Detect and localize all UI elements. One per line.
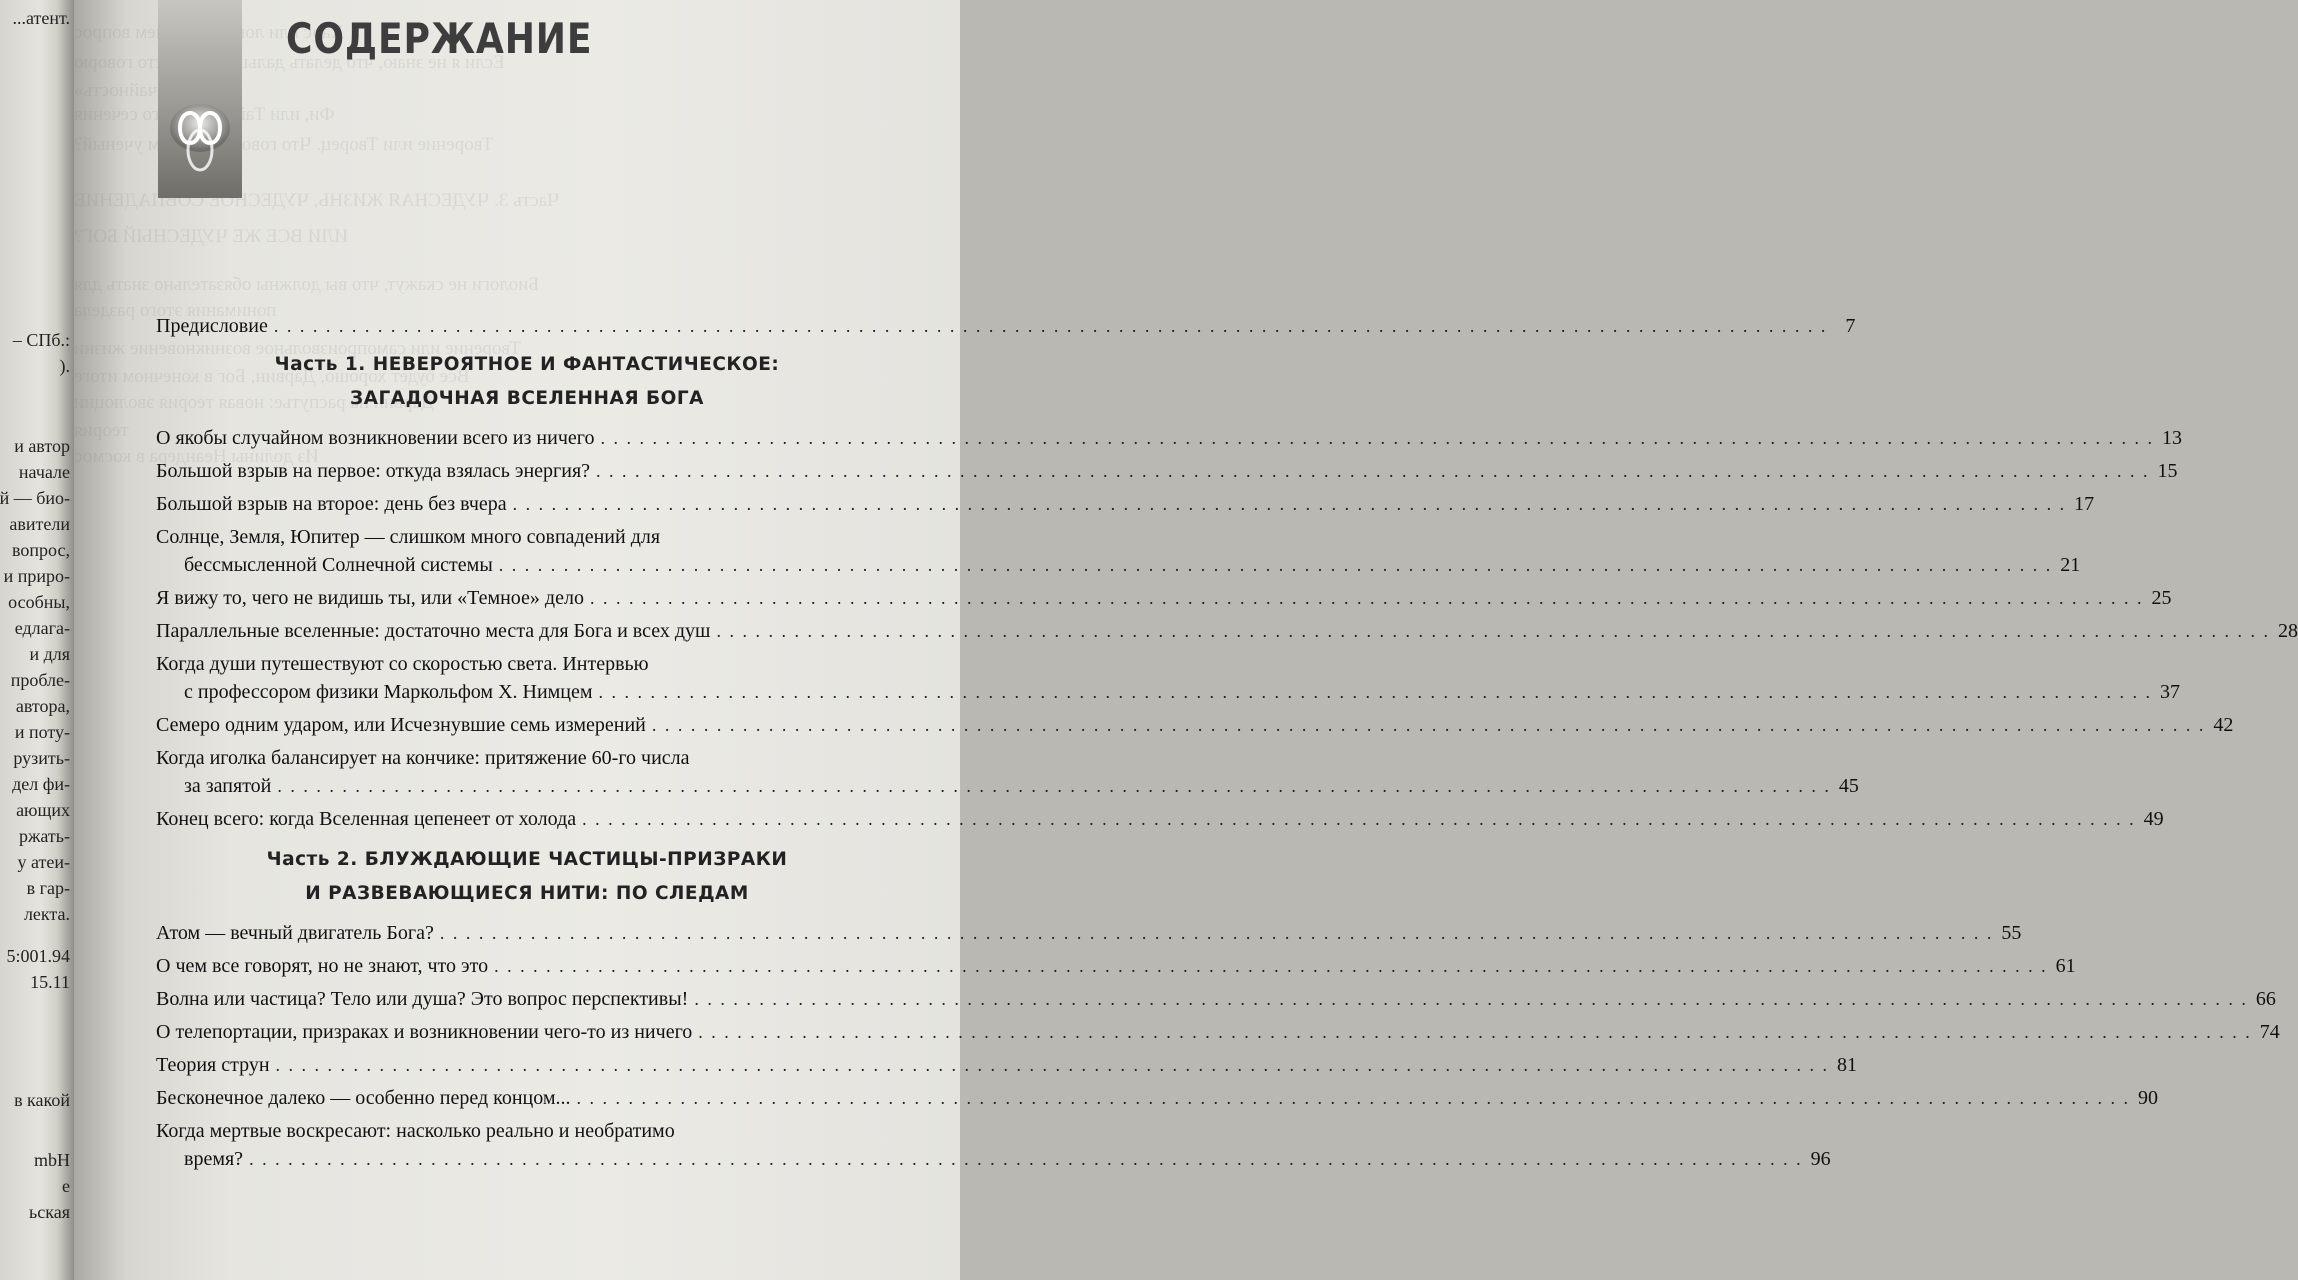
toc-entry[interactable] bbox=[156, 492, 2095, 516]
toc-entry[interactable] bbox=[156, 619, 2298, 643]
dot-leader: . . . . . . . . . . . . . . . . . . . . . . . . . . . . . . . . . . . . . . . . . . . . . . . . . . . . . . . . . . . . . . . . . . . . . . . . . . . . . . . . . . . . . . . . . . . . . . . . . . . . . . . . . . . . . . . . . . . . . . . . bbox=[651, 715, 2206, 735]
dot-leader: . . . . . . . . . . . . . . . . . . . . . . . . . . . . . . . . . . . . . . . . . . . . . . . . . . . . . . . . . . . . . . . . . . . . . . . . . . . . . . . . . . . . . . . . . . . . . . . . . . . . . . . . . . . . . . . . . . . . . . . . bbox=[589, 588, 2144, 608]
part-heading-line: Часть 2. БЛУЖДАЮЩИЕ ЧАСТИЦЫ-ПРИЗРАКИ bbox=[266, 849, 788, 870]
part-heading bbox=[156, 845, 898, 909]
dot-leader: . . . . . . . . . . . . . . . . . . . . . . . . . . . . . . . . . . . . . . . . . . . . . . . . . . . . . . . . . . . . . . . . . . . . . . . . . . . . . . . . . . . . . . . . . . . . . . . . . . . . . . . . . . . . . . . . . . . . . . . . bbox=[694, 989, 2248, 1009]
toc-page-number: 42 bbox=[2213, 714, 2234, 736]
toc-page-number: 49 bbox=[2143, 808, 2164, 830]
edge-text-fragment: и для bbox=[29, 644, 70, 664]
edge-text-fragment: лекта. bbox=[23, 904, 70, 924]
edge-text-fragment: ржать- bbox=[18, 826, 70, 846]
edge-text-fragment: пробле- bbox=[10, 670, 70, 690]
toc-page-number: 25 bbox=[2151, 587, 2172, 609]
toc-page-number: 61 bbox=[2055, 955, 2076, 977]
toc-page-number: 17 bbox=[2074, 493, 2095, 515]
dot-leader: . . . . . . . . . . . . . . . . . . . . . . . . . . . . . . . . . . . . . . . . . . . . . . . . . . . . . . . . . . . . . . . . . . . . . . . . . . . . . . . . . . . . . . . . . . . . . . . . . . . . . . . . . . . . . . . . . . . . . . . . bbox=[716, 621, 2270, 641]
toc-entry-title: Я вижу то, чего не видишь ты, или «Темное» дело bbox=[156, 587, 584, 609]
toc-entry-title-continuation: время? bbox=[184, 1148, 244, 1170]
contents-page bbox=[74, 0, 2298, 1280]
toc-entry[interactable] bbox=[156, 1020, 2280, 1044]
toc-page-number: 55 bbox=[2001, 922, 2022, 944]
toc-entry-title-continuation: бессмысленной Солнечной системы bbox=[184, 554, 493, 576]
toc-entry-title: Когда души путешествуют со скоростью света. Интервью bbox=[156, 653, 649, 675]
part-heading-line: И РАЗВЕВАЮЩИЕСЯ НИТИ: ПО СЛЕДАМ bbox=[305, 883, 749, 904]
edge-text-fragment: и поту- bbox=[14, 722, 70, 742]
edge-text-fragment: и приро- bbox=[3, 566, 70, 586]
edge-text-fragment: и автор bbox=[14, 436, 70, 456]
part-heading bbox=[156, 350, 898, 414]
toc-entry-title: О телепортации, призраках и возникновении чего-то из ничего bbox=[156, 1021, 693, 1043]
toc-entry[interactable] bbox=[156, 1053, 1858, 1077]
edge-text-fragment: автора, bbox=[15, 696, 70, 716]
toc-entry[interactable] bbox=[156, 586, 2172, 610]
toc-page-number: 96 bbox=[1810, 1148, 1831, 1170]
toc-entry-title: Когда мертвые воскресают: насколько реально и необратимо bbox=[156, 1120, 675, 1142]
edge-text-fragment: в гар- bbox=[26, 878, 70, 898]
toc-page-number: 21 bbox=[2060, 554, 2081, 576]
dot-leader: . . . . . . . . . . . . . . . . . . . . . . . . . . . . . . . . . . . . . . . . . . . . . . . . . . . . . . . . . . . . . . . . . . . . . . . . . . . . . . . . . . . . . . . . . . . . . . . . . . . . . . . . . . . . . . . . . . . . . . . . bbox=[275, 1055, 1830, 1075]
toc-entry-title: Семеро одним ударом, или Исчезнувшие семь измерений bbox=[156, 714, 646, 736]
toc-entry-title: Атом — вечный двигатель Бога? bbox=[156, 922, 434, 944]
toc-entry[interactable] bbox=[156, 921, 2022, 945]
toc-page-number: 90 bbox=[2138, 1087, 2159, 1109]
dot-leader: . . . . . . . . . . . . . . . . . . . . . . . . . . . . . . . . . . . . . . . . . . . . . . . . . . . . . . . . . . . . . . . . . . . . . . . . . . . . . . . . . . . . . . . . . . . . . . . . . . . . . . . . . . . . . . . . . . . . . . . . bbox=[576, 1088, 2131, 1108]
toc-page-number: 13 bbox=[2161, 427, 2182, 449]
part-heading-line: Часть 1. НЕВЕРОЯТНОЕ И ФАНТАСТИЧЕСКОЕ: bbox=[274, 354, 780, 375]
dot-leader: . . . . . . . . . . . . . . . . . . . . . . . . . . . . . . . . . . . . . . . . . . . . . . . . . . . . . . . . . . . . . . . . . . . . . . . . . . . . . . . . . . . . . . . . . . . . . . . . . . . . . . . . . . . . . . . . . . . . . . . . bbox=[249, 1149, 1803, 1169]
toc-entry-title: О якобы случайном возникновении всего из ничего bbox=[156, 427, 595, 449]
toc-entry[interactable] bbox=[156, 525, 2081, 577]
toc-entry-title-continuation: с профессором физики Маркольфом Х. Нимцем bbox=[184, 681, 593, 703]
edge-text-fragment: едлага- bbox=[14, 618, 70, 638]
toc-entry-title: Волна или частица? Тело или душа? Это вопрос перспективы! bbox=[156, 988, 689, 1010]
dot-leader: . . . . . . . . . . . . . . . . . . . . . . . . . . . . . . . . . . . . . . . . . . . . . . . . . . . . . . . . . . . . . . . . . . . . . . . . . . . . . . . . . . . . . . . . . . . . . . . . . . . . . . . . . . . . . . . . . . . . . . . . bbox=[598, 682, 2153, 702]
edge-text-fragment: авители bbox=[9, 514, 70, 534]
toc-entry[interactable] bbox=[156, 1119, 1831, 1171]
dot-leader: . . . . . . . . . . . . . . . . . . . . . . . . . . . . . . . . . . . . . . . . . . . . . . . . . . . . . . . . . . . . . . . . . . . . . . . . . . . . . . . . . . . . . . . . . . . . . . . . . . . . . . . . . . . . . . . . . . . . . . . . bbox=[273, 316, 1828, 336]
dot-leader: . . . . . . . . . . . . . . . . . . . . . . . . . . . . . . . . . . . . . . . . . . . . . . . . . . . . . . . . . . . . . . . . . . . . . . . . . . . . . . . . . . . . . . . . . . . . . . . . . . . . . . . . . . . . . . . . . . . . . . . . bbox=[277, 776, 1831, 796]
toc-entry-title: Когда иголка балансирует на кончике: притяжение 60-го числа bbox=[156, 747, 690, 769]
edge-text-fragment: 5:001.94 bbox=[6, 946, 70, 966]
toc-page-number: 28 bbox=[2277, 620, 2298, 642]
page-title: СОДЕРЖАНИЕ bbox=[286, 14, 593, 63]
toc-entry[interactable] bbox=[156, 987, 2276, 1011]
dot-leader: . . . . . . . . . . . . . . . . . . . . . . . . . . . . . . . . . . . . . . . . . . . . . . . . . . . . . . . . . . . . . . . . . . . . . . . . . . . . . . . . . . . . . . . . . . . . . . . . . . . . . . . . . . . . . . . . . . . . . . . . bbox=[600, 428, 2154, 448]
toc-entry[interactable] bbox=[156, 459, 2178, 483]
infinity-orb-icon bbox=[158, 88, 242, 198]
edge-text-fragment: рузить- bbox=[13, 748, 70, 768]
toc-entry-title: Большой взрыв на второе: день без вчера bbox=[156, 493, 507, 515]
edge-text-fragment: й — био- bbox=[0, 488, 70, 508]
toc-page-number: 81 bbox=[1837, 1054, 1858, 1076]
edge-text-fragment: – СПб.: bbox=[12, 330, 70, 350]
edge-text-fragment: ьская bbox=[29, 1202, 70, 1222]
edge-text-fragment: ающих bbox=[16, 800, 70, 820]
toc-entry-title: Предисловие bbox=[156, 315, 268, 337]
toc-entry[interactable] bbox=[156, 807, 2164, 831]
edge-text-fragment: ). bbox=[59, 356, 70, 376]
edge-text-fragment: особны, bbox=[8, 592, 70, 612]
edge-text-fragment: у атеи- bbox=[17, 852, 70, 872]
toc-page-number: 45 bbox=[1838, 775, 1859, 797]
adjacent-page-edge bbox=[0, 0, 74, 1280]
dot-leader: . . . . . . . . . . . . . . . . . . . . . . . . . . . . . . . . . . . . . . . . . . . . . . . . . . . . . . . . . . . . . . . . . . . . . . . . . . . . . . . . . . . . . . . . . . . . . . . . . . . . . . . . . . . . . . . . . . . . . . . . bbox=[494, 956, 2048, 976]
toc-entry-title: Солнце, Земля, Юпитер — слишком много совпадений для bbox=[156, 526, 661, 548]
edge-text-fragment: дел фи- bbox=[12, 774, 70, 794]
table-of-contents bbox=[156, 314, 2298, 1180]
toc-page-number: 15 bbox=[2157, 460, 2178, 482]
edge-text-fragment: ...атент. bbox=[12, 8, 70, 28]
toc-entry-title: О чем все говорят, но не знают, что это bbox=[156, 955, 489, 977]
toc-entry-title-continuation: за запятой bbox=[184, 775, 272, 797]
toc-entry[interactable] bbox=[156, 314, 1856, 338]
dot-leader: . . . . . . . . . . . . . . . . . . . . . . . . . . . . . . . . . . . . . . . . . . . . . . . . . . . . . . . . . . . . . . . . . . . . . . . . . . . . . . . . . . . . . . . . . . . . . . . . . . . . . . . . . . . . . . . . . . . . . . . . bbox=[582, 809, 2136, 829]
toc-entry-title: Бесконечное далеко — особенно перед концом... bbox=[156, 1087, 571, 1109]
edge-text-fragment: 15.11 bbox=[30, 972, 70, 992]
toc-page-number: 74 bbox=[2259, 1021, 2280, 1043]
part-heading-line: ЗАГАДОЧНАЯ ВСЕЛЕННАЯ БОГА bbox=[350, 388, 704, 409]
toc-entry[interactable] bbox=[156, 713, 2234, 737]
toc-entry-title: Теория струн bbox=[156, 1054, 270, 1076]
toc-entry[interactable] bbox=[156, 746, 1859, 798]
toc-entry[interactable] bbox=[156, 1086, 2159, 1110]
toc-page-number: 7 bbox=[1845, 315, 1856, 337]
edge-text-fragment: е bbox=[62, 1176, 70, 1196]
edge-text-fragment: в какой bbox=[14, 1090, 70, 1110]
toc-entry[interactable] bbox=[156, 954, 2076, 978]
edge-text-fragment: mbH bbox=[34, 1150, 70, 1170]
edge-text-fragment: вопрос, bbox=[12, 540, 70, 560]
dot-leader: . . . . . . . . . . . . . . . . . . . . . . . . . . . . . . . . . . . . . . . . . . . . . . . . . . . . . . . . . . . . . . . . . . . . . . . . . . . . . . . . . . . . . . . . . . . . . . . . . . . . . . . . . . . . . . . . . . . . . . . . bbox=[439, 923, 1994, 943]
toc-page-number: 37 bbox=[2160, 681, 2181, 703]
toc-entry-title: Конец всего: когда Вселенная цепенеет от холода bbox=[156, 808, 577, 830]
dot-leader: . . . . . . . . . . . . . . . . . . . . . . . . . . . . . . . . . . . . . . . . . . . . . . . . . . . . . . . . . . . . . . . . . . . . . . . . . . . . . . . . . . . . . . . . . . . . . . . . . . . . . . . . . . . . . . . . . . . . . . . . bbox=[596, 461, 2150, 481]
series-logo bbox=[158, 0, 242, 198]
toc-entry-title: Большой взрыв на первое: откуда взялась энергия? bbox=[156, 460, 591, 482]
edge-text-fragment: начале bbox=[18, 462, 70, 482]
dot-leader: . . . . . . . . . . . . . . . . . . . . . . . . . . . . . . . . . . . . . . . . . . . . . . . . . . . . . . . . . . . . . . . . . . . . . . . . . . . . . . . . . . . . . . . . . . . . . . . . . . . . . . . . . . . . . . . . . . . . . . . . bbox=[498, 555, 2053, 575]
dot-leader: . . . . . . . . . . . . . . . . . . . . . . . . . . . . . . . . . . . . . . . . . . . . . . . . . . . . . . . . . . . . . . . . . . . . . . . . . . . . . . . . . . . . . . . . . . . . . . . . . . . . . . . . . . . . . . . . . . . . . . . . bbox=[698, 1022, 2252, 1042]
bleed-through-text: Хаос или чем вопрос Если я не знаю, что делать дальше, то просто говорю «случайность» Фи, или сечения Творение или Творец. Что говорит об этом ученый? Часть 3. ЧУДЕСНАЯ ЖИЗНЬ, ЧУДЕСНОЕ СОВПАДЕНИЕ ИЛИ ВСЕ ЖЕ ЧУДЕСНЫЙ БОГ? Биологи не скажут, что вы должны обязательно знать для понимания этого раздела Творение или самопроизвольное возникновение жизни Все будет хорошо, Дарвин, Бог в конечном итоге Дарвин на распутье: новая теория эволюции теория Из долины Неандера в космос bbox=[74, 22, 560, 467]
toc-entry[interactable] bbox=[156, 426, 2182, 450]
toc-entry[interactable] bbox=[156, 652, 2181, 704]
toc-entry-title: Параллельные вселенные: достаточно места для Бога и всех душ bbox=[156, 620, 711, 642]
dot-leader: . . . . . . . . . . . . . . . . . . . . . . . . . . . . . . . . . . . . . . . . . . . . . . . . . . . . . . . . . . . . . . . . . . . . . . . . . . . . . . . . . . . . . . . . . . . . . . . . . . . . . . . . . . . . . . . . . . . . . . . . bbox=[512, 494, 2067, 514]
toc-page-number: 66 bbox=[2255, 988, 2276, 1010]
